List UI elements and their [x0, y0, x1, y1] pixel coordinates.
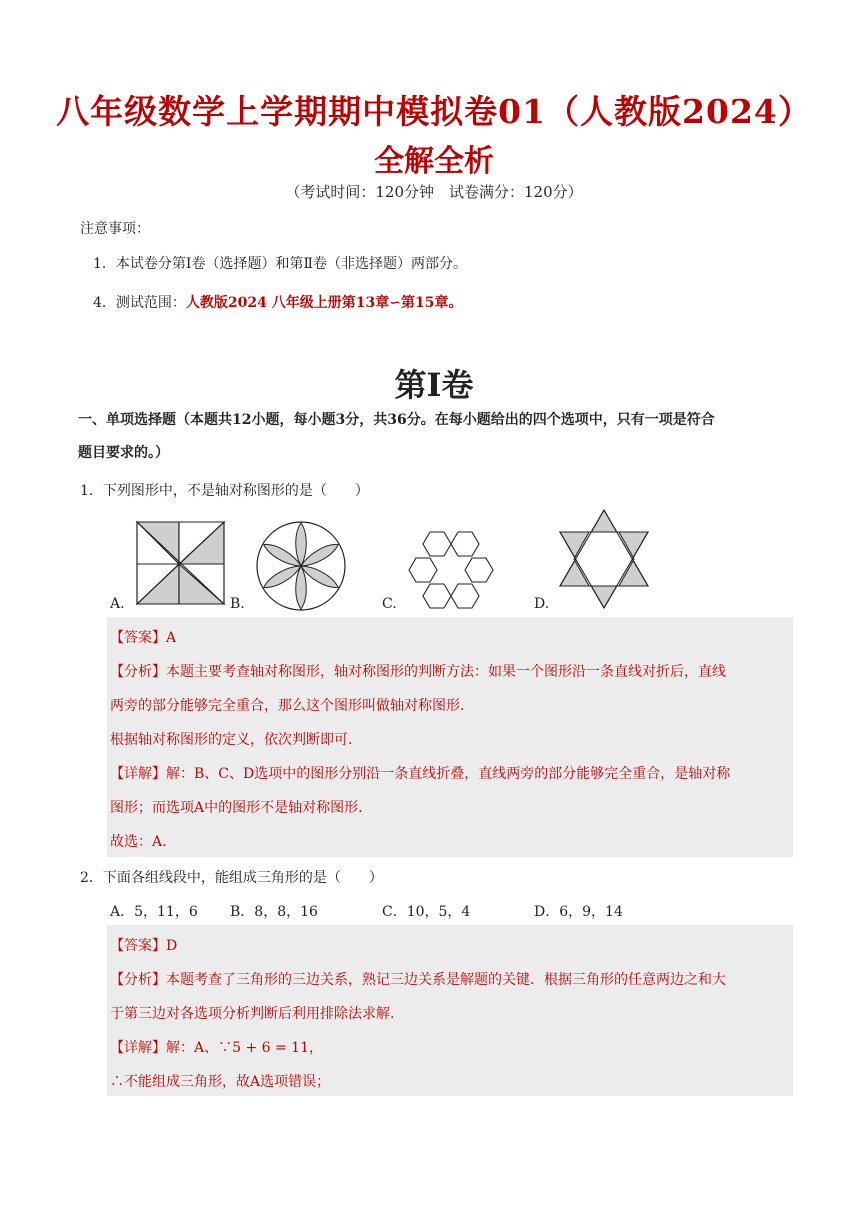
note-item-4	[93, 292, 462, 312]
paper-title: 八年级数学上学期期中模拟卷01（人教版2024）	[56, 92, 812, 131]
flower-circle-figure	[254, 519, 348, 613]
q1-detail-line1: 【详解】解：B、C、D选项中的图形分别沿一条直线折叠，直线两旁的部分能够完全重合，是轴对称	[110, 766, 731, 782]
test-scope: 人教版2024 八年级上册第13章∽第15章。	[185, 295, 463, 311]
volume-title: 第Ⅰ卷	[394, 366, 474, 404]
q2-analysis-line2: 于第三边对各选项分析判断后利用排除法求解.	[110, 1006, 395, 1022]
section-heading	[78, 404, 798, 470]
q1-option-a-label: A.	[110, 596, 125, 612]
paper-subtitle: 全解全析	[374, 144, 494, 179]
q1-answer-box	[107, 617, 793, 857]
q1-answer: 【答案】A	[110, 630, 177, 646]
q2-option-a: A．5，11，6	[110, 904, 198, 920]
note-item-1	[93, 253, 467, 273]
q2-option-b: B．8，8，16	[230, 904, 318, 920]
q1-choice: 故选：A.	[110, 834, 167, 850]
q2-option-d: D．6，9，14	[534, 904, 623, 920]
pinwheel-figure	[134, 519, 226, 607]
hexagram-figure	[558, 508, 650, 610]
q1-option-d-label: D.	[534, 596, 550, 612]
note-item-1-text: 本试卷分第Ⅰ卷（选择题）和第Ⅱ卷（非选择题）两部分。	[115, 256, 467, 272]
q2-answer-box	[107, 925, 793, 1096]
note-item-1-number: 1．	[93, 256, 116, 272]
q1-analysis-line2: 两旁的部分能够完全重合，那么这个图形叫做轴对称图形.	[110, 698, 465, 714]
q1-analysis-line3: 根据轴对称图形的定义，依次判断即可.	[110, 732, 353, 748]
q1-analysis-line1: 【分析】本题主要考查轴对称图形，轴对称图形的判断方法：如果一个图形沿一条直线对折后，直线	[110, 664, 726, 680]
notes-heading: 注意事项：	[80, 221, 150, 237]
note-item-4-number: 4．	[93, 295, 116, 311]
note-item-4-prefix: 测试范围：	[115, 295, 186, 311]
section-heading-line2: 题目要求的。）	[78, 445, 169, 461]
question-1-stem: 1．下列图形中，不是轴对称图形的是（ ）	[80, 483, 369, 499]
q2-answer: 【答案】D	[110, 938, 178, 954]
question-2-stem: 2．下面各组线段中，能组成三角形的是（ ）	[80, 870, 383, 886]
q2-analysis-line1: 【分析】本题考查了三角形的三边关系，熟记三边关系是解题的关键．根据三角形的任意两边之和大	[110, 972, 726, 988]
q2-option-c: C．10，5，4	[382, 904, 471, 920]
hexagon-ring-figure	[404, 530, 498, 612]
q2-detail-line2: ∴不能组成三角形，故A选项错误；	[110, 1074, 331, 1090]
q1-option-b-label: B.	[230, 596, 245, 612]
q1-detail-line2: 图形；而选项A中的图形不是轴对称图形.	[110, 800, 363, 816]
section-heading-line1: 一、单项选择题（本题共12小题，每小题3分，共36分。在每小题给出的四个选项中，只有一项是符合	[78, 412, 715, 428]
q1-option-c-label: C.	[382, 596, 397, 612]
q2-detail-line1: 【详解】解：A、∵5 + 6 = 11，	[110, 1040, 324, 1056]
exam-info: （考试时间：120分钟 试卷满分：120分）	[285, 183, 583, 201]
